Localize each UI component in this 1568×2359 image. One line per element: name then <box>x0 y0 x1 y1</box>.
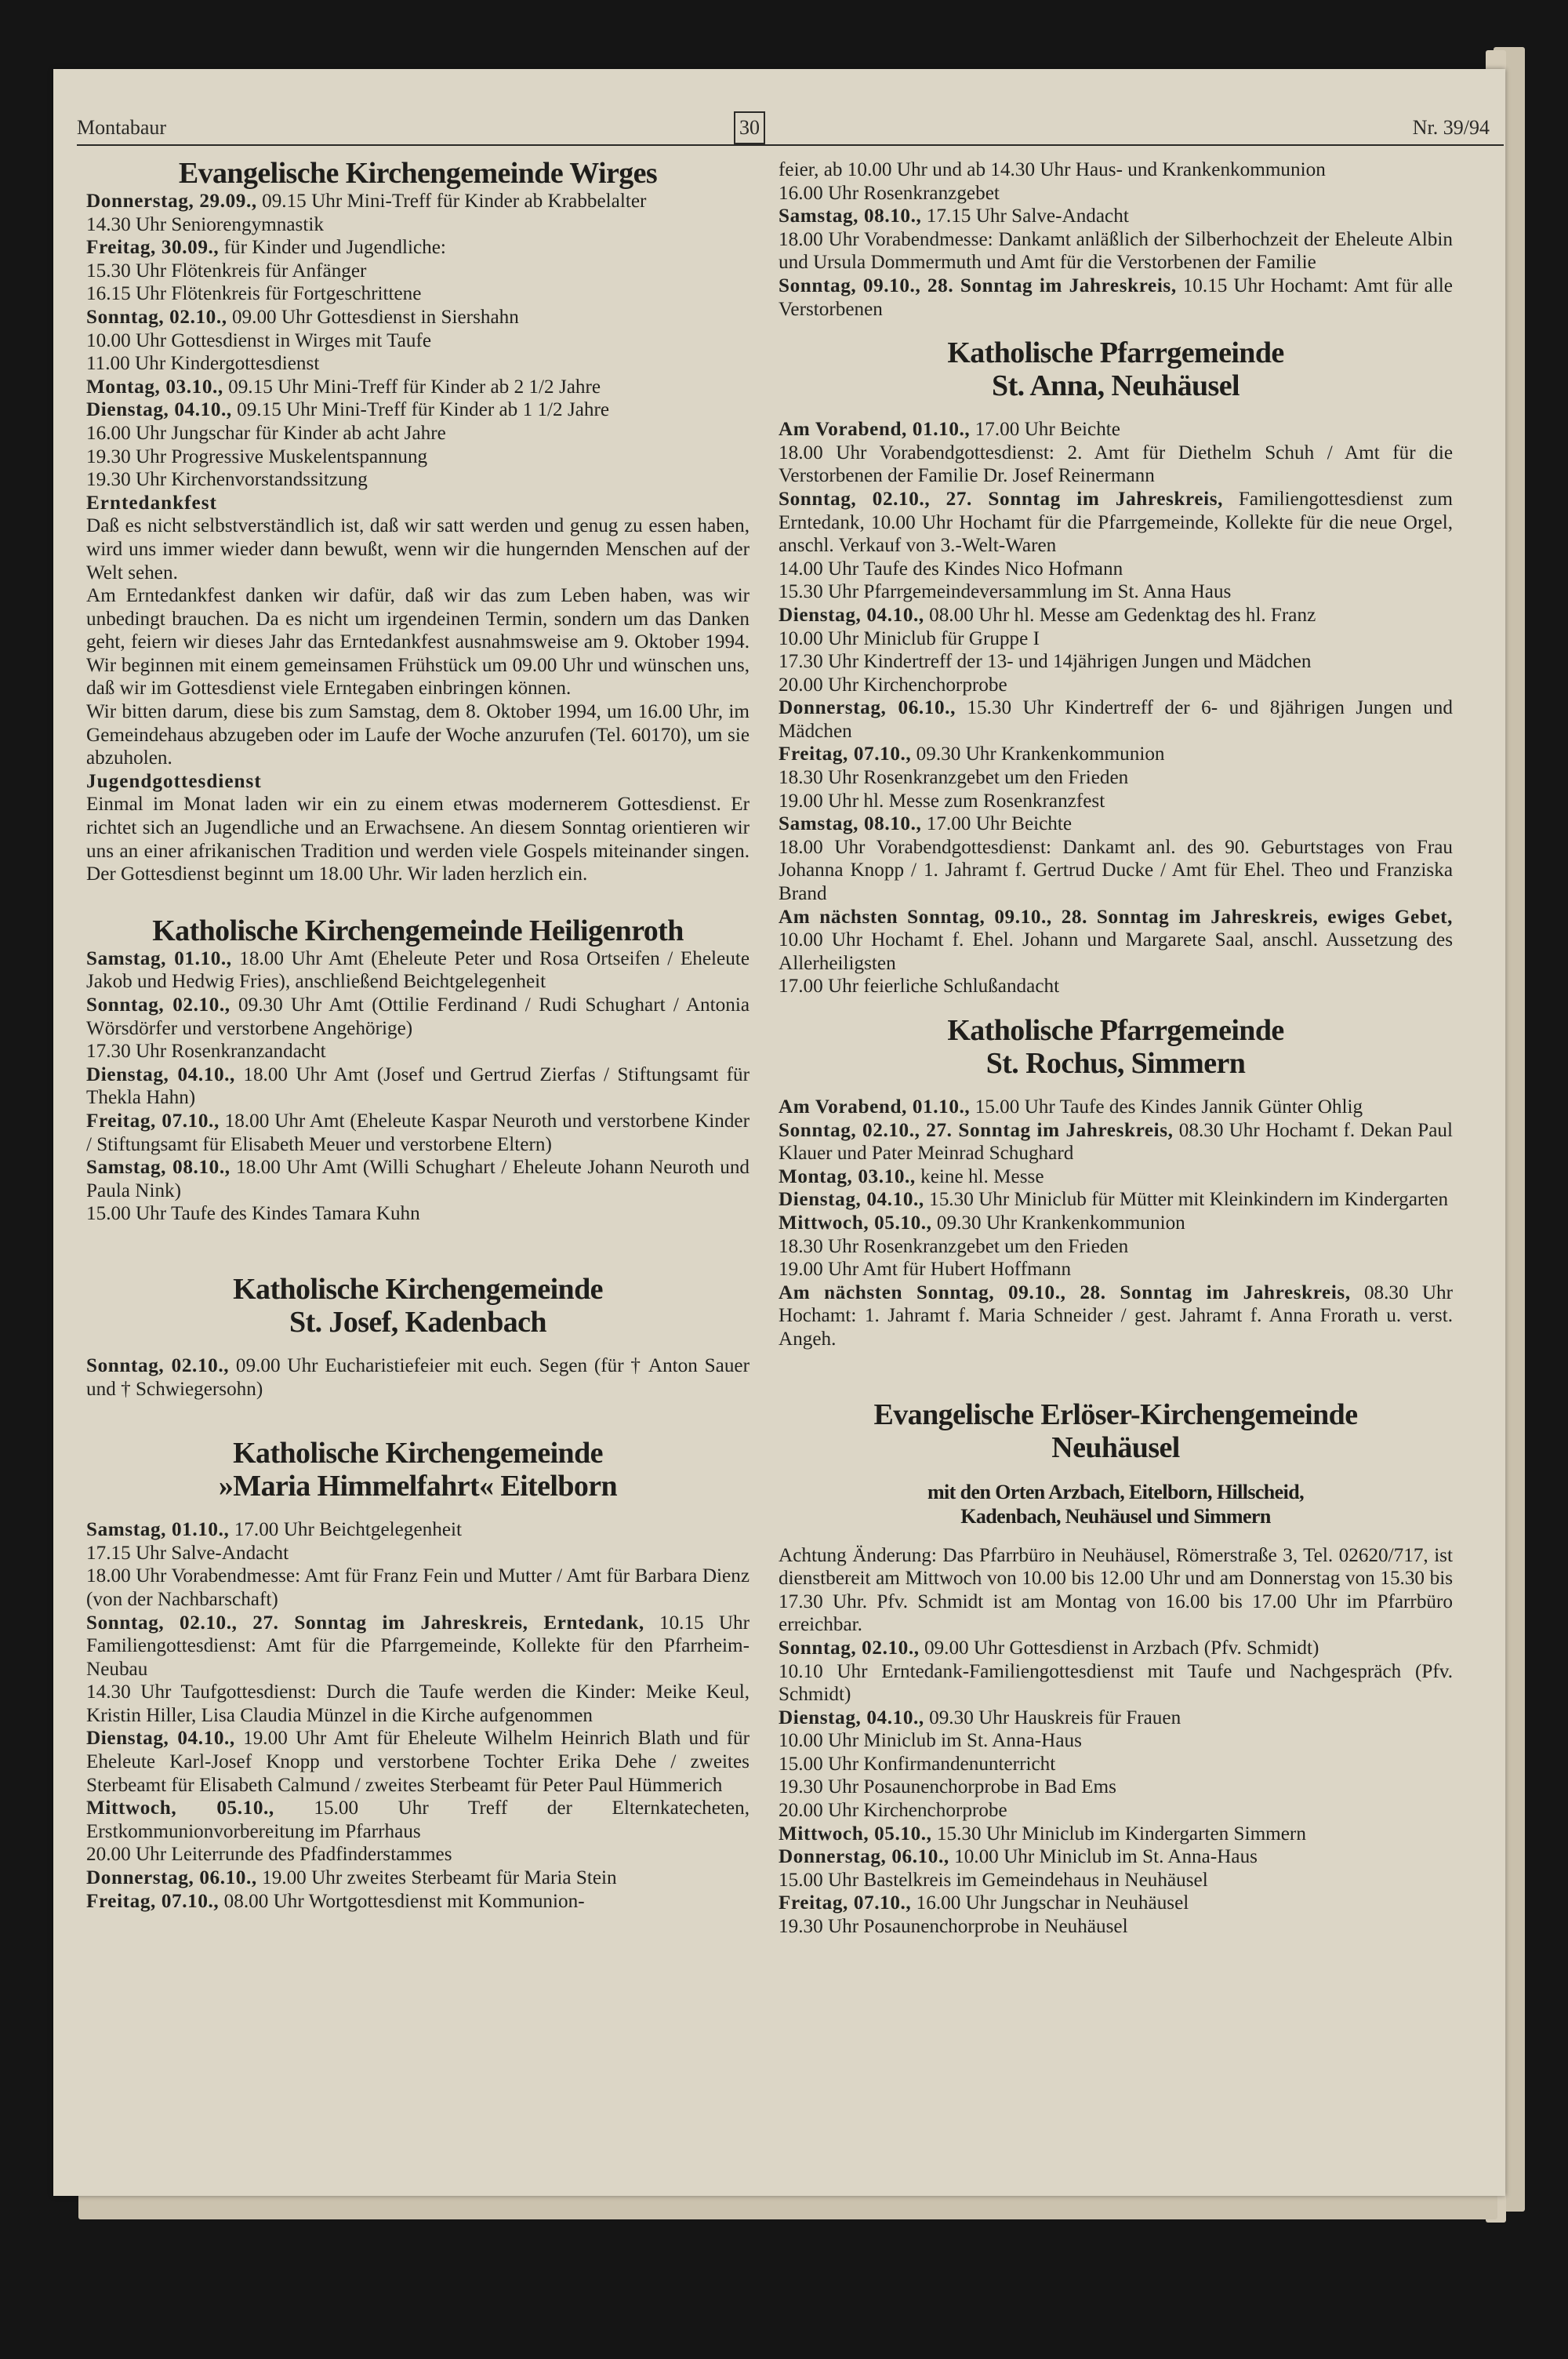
entry-text: 10.00 Uhr Hochamt f. Ehel. Johann und Margarete Saal, anschl. Aussetzung des Allerheiligsten <box>779 929 1453 974</box>
section-title-line2: St. Anna, Neuhäusel <box>992 369 1240 403</box>
section-title-line2: St. Josef, Kadenbach <box>289 1305 546 1339</box>
header-rule <box>77 144 1504 146</box>
entry-text: 16.15 Uhr Flötenkreis für Fortgeschrittene <box>86 283 422 305</box>
entry-text: 15.30 Uhr Pfarrgemeindeversammlung im St. Anna Haus <box>779 581 1232 603</box>
event-entry <box>86 1354 750 1401</box>
entry-text: 10.15 Uhr Hochamt: Amt für alle Verstorbenen <box>779 274 1453 320</box>
entry-text: 16.00 Uhr Rosenkranzgebet <box>779 182 1000 204</box>
event-list <box>86 1518 750 1913</box>
entry-date: Sonntag, 02.10., 27. Sonntag im Jahreskreis, <box>779 488 1224 510</box>
entry-text: 19.00 Uhr zweites Sterbeamt für Maria Stein <box>256 1867 617 1889</box>
entry-date: Dienstag, 04.10., <box>779 1189 924 1211</box>
entry-text: feier, ab 10.00 Uhr und ab 14.30 Uhr Haus- und Krankenkommunion <box>779 159 1326 180</box>
event-list <box>779 1544 1453 1939</box>
entry-date: Sonntag, 02.10., <box>86 1354 230 1376</box>
event-entry <box>86 1681 750 1727</box>
entry-text: 18.30 Uhr Rosenkranzgebet um den Frieden <box>779 767 1129 789</box>
entry-text: 10.00 Uhr Miniclub im St. Anna-Haus <box>779 1730 1082 1752</box>
entry-text: 09.00 Uhr Gottesdienst in Siershahn <box>227 306 519 328</box>
entry-date: Freitag, 07.10., <box>779 1892 912 1914</box>
entry-text: 17.30 Uhr Rosenkranzandacht <box>86 1041 326 1063</box>
event-entry <box>779 1660 1453 1707</box>
entry-text: 18.00 Uhr Vorabendmesse: Dankamt anläßlich der Silberhochzeit der Eheleute Albin und Ursula Dommermuth und Amt für die Verstorbenen der Familie <box>779 228 1453 274</box>
section-title: Katholische Pfarrgemeinde <box>947 1014 1284 1047</box>
entry-text: 08.00 Uhr hl. Messe am Gedenktag des hl. Franz <box>924 604 1316 626</box>
entry-text: 15.00 Uhr Konfirmandenunterricht <box>779 1753 1056 1775</box>
entry-text: 20.00 Uhr Kirchenchorprobe <box>779 674 1007 696</box>
section-title-line2: Neuhäusel <box>1051 1430 1180 1464</box>
event-entry <box>779 442 1453 488</box>
event-entry <box>86 1890 750 1914</box>
entry-text: Achtung Änderung: Das Pfarrbüro in Neuhäusel, Römerstraße 3, Tel. 02620/717, ist dienstbereit am Mittwoch von 10.00 bis 12.00 Uhr und am Donnerstag von 15.30 bis 17.30 Uhr. Pfv. Schmidt ist am Montag von 16.00 bis 17.00 Uhr im Pfarrbüro erreichbar. <box>779 1544 1453 1636</box>
entry-text: 09.15 Uhr Mini-Treff für Kinder ab Krabbelalter <box>256 191 647 212</box>
event-entry <box>779 1753 1453 1776</box>
entry-date: Dienstag, 04.10., <box>86 399 232 421</box>
section-subtitle: Kadenbach, Neuhäusel und Simmern <box>960 1504 1271 1528</box>
paragraph: Einmal im Monat laden wir ein zu einem etwas modernerem Gottesdienst. Er richtet sich an Jugendliche und an Erwachsene. An diesem Sonntag orientieren wir uns an einer afrikanischen Tradition und werden viele Gospels miteinander singen. Der Gottesdienst beginnt um 18.00 Uhr. Wir laden herzlich ein. <box>86 794 750 885</box>
event-entry <box>779 1258 1453 1281</box>
entry-text: 17.00 Uhr Beichte <box>970 419 1120 441</box>
event-entry <box>86 376 750 399</box>
entry-text: 18.00 Uhr Vorabendmesse: Amt für Franz Fein und Mutter / Amt für Barbara Dienz (von der Nachbarschaft) <box>86 1565 750 1610</box>
entry-text: 10.00 Uhr Gottesdienst in Wirges mit Taufe <box>86 329 432 351</box>
event-entry <box>86 1040 750 1063</box>
entry-text: 19.00 Uhr Amt für Eheleute Wilhelm Heinrich Blath und für Eheleute Karl-Josef Knopp und verstorbene Tochter Erika Dehe / zweites Sterbeamt für Elisabeth Calmund / zweites Sterbeamt für Peter Paul Hümmerich <box>86 1728 750 1796</box>
entry-text: 15.00 Uhr Bastelkreis im Gemeindehaus in Neuhäusel <box>779 1869 1208 1891</box>
event-entry <box>779 1188 1453 1212</box>
event-entry <box>779 650 1453 674</box>
entry-text: 18.00 Uhr Vorabendgottesdienst: 2. Amt für Diethelm Schuh / Amt für die Verstorbenen der Familie Dr. Josef Reinermann <box>779 442 1453 487</box>
event-entry <box>779 1707 1453 1730</box>
entry-text: 14.30 Uhr Taufgottesdienst: Durch die Taufe werden die Kinder: Meike Keul, Kristin Hiller, Lisa Claudia Münzel in die Kirche aufgenommen <box>86 1681 750 1726</box>
event-entry <box>779 906 1453 976</box>
event-entry <box>86 190 750 213</box>
entry-date: Samstag, 01.10., <box>86 1519 230 1541</box>
entry-date: Freitag, 07.10., <box>779 743 912 765</box>
event-entry <box>779 1235 1453 1259</box>
event-entry <box>779 205 1453 228</box>
right-column <box>779 158 1453 1939</box>
event-entry <box>779 1637 1453 1660</box>
running-head-place: Montabaur <box>77 116 167 139</box>
event-entry <box>779 674 1453 697</box>
entry-text: für Kinder und Jugendliche: <box>219 237 446 259</box>
entry-text: 10.00 Uhr Miniclub für Gruppe I <box>779 627 1040 649</box>
entry-date: Donnerstag, 06.10., <box>779 1846 949 1868</box>
entry-text: 17.15 Uhr Salve-Andacht <box>86 1542 289 1564</box>
event-entry <box>779 975 1453 998</box>
event-entry <box>86 445 750 469</box>
event-entry <box>86 306 750 329</box>
event-entry <box>779 1544 1453 1637</box>
entry-text: 15.00 Uhr Taufe des Kindes Tamara Kuhn <box>86 1203 420 1225</box>
event-entry <box>779 1776 1453 1799</box>
entry-text: 15.00 Uhr Taufe des Kindes Jannik Günter Ohlig <box>970 1096 1363 1118</box>
event-list <box>86 947 750 1226</box>
event-entry <box>86 282 750 306</box>
event-entry <box>779 1212 1453 1235</box>
entry-text: 09.00 Uhr Gottesdienst in Arzbach (Pfv. Schmidt) <box>919 1637 1319 1659</box>
entry-date: Am Vorabend, 01.10., <box>779 1096 971 1118</box>
entry-date: Donnerstag, 06.10., <box>86 1867 257 1889</box>
entry-text: 10.00 Uhr Miniclub im St. Anna-Haus <box>949 1846 1258 1868</box>
event-entry <box>86 329 750 353</box>
entry-date: Mittwoch, 05.10., <box>86 1797 274 1819</box>
entry-text: 09.30 Uhr Hauskreis für Frauen <box>924 1707 1181 1728</box>
entry-date: Dienstag, 04.10., <box>779 604 924 626</box>
section-title: Katholische Kirchengemeinde Heiligenroth <box>152 914 684 947</box>
entry-text: 18.00 Uhr Amt (Eheleute Kaspar Neuroth und verstorbene Kinder / Stiftungsamt für Elisabeth Meuer und verstorbene Eltern) <box>86 1110 750 1155</box>
entry-text: 15.30 Uhr Kindertreff der 6- und 8jährigen Jungen und Mädchen <box>779 697 1453 742</box>
event-entry <box>779 228 1453 274</box>
issue-number: Nr. 39/94 <box>1412 116 1490 139</box>
event-entry <box>779 627 1453 651</box>
event-entry <box>86 236 750 260</box>
event-entry <box>779 790 1453 813</box>
entry-date: Freitag, 07.10., <box>86 1890 220 1912</box>
event-entry <box>779 418 1453 442</box>
event-entry <box>779 1892 1453 1915</box>
entry-date: Sonntag, 02.10., 27. Sonntag im Jahreskreis, Erntedank, <box>86 1612 644 1634</box>
event-entry <box>86 398 750 422</box>
entry-text: 18.00 Uhr Amt (Willi Schughart / Eheleute Johann Neuroth und Paula Nink) <box>86 1157 750 1201</box>
entry-date: Sonntag, 02.10., <box>86 306 227 328</box>
event-entry <box>779 1096 1453 1119</box>
entry-text: 15.00 Uhr Treff der Elternkatecheten, Erstkommunionvorbereitung im Pfarrhaus <box>86 1797 750 1842</box>
entry-text: 18.00 Uhr Vorabendgottesdienst: Dankamt anl. des 90. Geburtstages von Frau Johanna Knopp / 1. Jahramt f. Gertrud Ducke / Amt für Ehel. Theo und Franziska Brand <box>779 836 1453 905</box>
event-entry <box>779 488 1453 558</box>
section-title: Katholische Pfarrgemeinde <box>947 336 1284 370</box>
event-entry <box>779 1915 1453 1939</box>
page-number: 30 <box>734 111 765 144</box>
entry-text: 17.00 Uhr feierliche Schlußandacht <box>779 976 1060 998</box>
left-column <box>86 157 750 1913</box>
entry-text: 08.30 Uhr Hochamt: 1. Jahramt f. Maria Schneider / gest. Jahramt f. Anna Frorath u. verst. Angeh. <box>779 1281 1453 1350</box>
entry-date: Sonntag, 02.10., 27. Sonntag im Jahreskreis, <box>779 1119 1174 1141</box>
event-entry <box>86 1797 750 1843</box>
entry-date: Montag, 03.10., <box>779 1165 916 1187</box>
event-entry <box>779 182 1453 205</box>
entry-text: 15.30 Uhr Miniclub im Kindergarten Simmern <box>931 1823 1306 1845</box>
entry-date: Dienstag, 04.10., <box>779 1707 924 1728</box>
event-entry <box>86 260 750 283</box>
event-list <box>86 1354 750 1401</box>
event-list <box>779 158 1453 321</box>
entry-text: 18.00 Uhr Amt (Josef und Gertrud Zierfas / Stiftungsamt für Thekla Hahn) <box>86 1063 750 1109</box>
entry-date: Samstag, 08.10., <box>86 1157 230 1179</box>
event-entry <box>86 1866 750 1890</box>
event-entry <box>779 1799 1453 1823</box>
entry-text: 18.00 Uhr Amt (Eheleute Peter und Rosa Ortseifen / Eheleute Jakob und Hedwig Fries), anschließend Beichtgelegenheit <box>86 947 750 993</box>
entry-text: 16.00 Uhr Jungschar in Neuhäusel <box>911 1892 1189 1914</box>
entry-date: Mittwoch, 05.10., <box>779 1823 932 1845</box>
entry-date: Dienstag, 04.10., <box>86 1728 235 1750</box>
event-entry <box>779 1119 1453 1165</box>
entry-text: 19.00 Uhr Amt für Hubert Hoffmann <box>779 1259 1072 1281</box>
entry-text: Familiengottesdienst zum Erntedank, 10.00 Uhr Hochamt für die Pfarrgemeinde, Kollekte für die neue Orgel, anschl. Verkauf von 3.-Welt-Waren <box>779 488 1453 557</box>
section-title: Katholische Kirchengemeinde <box>233 1272 603 1306</box>
entry-date: Sonntag, 02.10., <box>86 994 230 1016</box>
event-entry <box>779 1729 1453 1753</box>
event-entry <box>86 1202 750 1226</box>
entry-text: 19.30 Uhr Kirchenvorstandssitzung <box>86 469 368 491</box>
entry-text: 17.00 Uhr Beichte <box>921 813 1073 835</box>
event-entry <box>779 158 1453 182</box>
event-entry <box>86 1063 750 1110</box>
entry-text: 09.15 Uhr Mini-Treff für Kinder ab 1 1/2 Jahre <box>231 399 610 421</box>
entry-text: 19.30 Uhr Posaunenchorprobe in Neuhäusel <box>779 1916 1128 1938</box>
event-entry <box>86 352 750 376</box>
event-entry <box>779 604 1453 627</box>
section-title-line2: St. Rochus, Simmern <box>985 1047 1246 1080</box>
entry-text: 17.00 Uhr Beichtgelegenheit <box>229 1519 462 1541</box>
entry-text: 08.30 Uhr Hochamt f. Dekan Paul Klauer und Pater Meinrad Schughard <box>779 1119 1453 1165</box>
entry-date: Am nächsten Sonntag, 09.10., 28. Sonntag im Jahreskreis, <box>779 1281 1351 1303</box>
event-entry <box>86 213 750 237</box>
event-entry <box>86 994 750 1040</box>
entry-text: 19.00 Uhr hl. Messe zum Rosenkranzfest <box>779 790 1105 812</box>
event-list <box>86 190 750 492</box>
section-title: Evangelische Kirchengemeinde Wirges <box>178 157 658 190</box>
section-title: Katholische Kirchengemeinde <box>233 1437 603 1470</box>
event-entry <box>779 1845 1453 1869</box>
event-entry <box>86 1843 750 1866</box>
entry-date: Am Vorabend, 01.10., <box>779 419 971 441</box>
event-entry <box>779 836 1453 906</box>
entry-text: 08.00 Uhr Wortgottesdienst mit Kommunion- <box>219 1890 585 1912</box>
entry-text: 20.00 Uhr Leiterrunde des Pfadfinderstammes <box>86 1844 452 1866</box>
entry-text: 10.10 Uhr Erntedank-Familiengottesdienst mit Taufe und Nachgespräch (Pfv. Schmidt) <box>779 1660 1453 1706</box>
section-title-line2: »Maria Himmelfahrt« Eitelborn <box>218 1470 618 1503</box>
event-entry <box>86 1156 750 1202</box>
entry-text: 19.30 Uhr Progressive Muskelentspannung <box>86 445 428 467</box>
event-entry <box>86 422 750 445</box>
entry-text: 09.15 Uhr Mini-Treff für Kinder ab 2 1/2 Jahre <box>223 376 601 398</box>
entry-date: Samstag, 01.10., <box>86 947 232 969</box>
event-entry <box>779 743 1453 766</box>
entry-date: Donnerstag, 06.10., <box>779 697 956 719</box>
entry-text: 09.30 Uhr Amt (Ottilie Ferdinand / Rudi Schughart / Antonia Wörsdörfer und verstorbene Angehörige) <box>86 994 750 1039</box>
event-entry <box>779 812 1453 836</box>
event-entry <box>86 1727 750 1797</box>
event-entry <box>86 1518 750 1542</box>
paragraph: Wir bitten darum, diese bis zum Samstag, dem 8. Oktober 1994, um 16.00 Uhr, im Gemeindehaus abzugeben oder im Laufe der Woche anzurufen (Tel. 60170), um sie abzuholen. <box>86 701 750 769</box>
entry-date: Freitag, 07.10., <box>86 1110 220 1132</box>
event-entry <box>86 1110 750 1156</box>
entry-text: 09.30 Uhr Krankenkommunion <box>911 743 1165 765</box>
event-entry <box>779 766 1453 790</box>
entry-date: Montag, 03.10., <box>86 376 223 398</box>
entry-text: 15.30 Uhr Miniclub für Mütter mit Kleinkindern im Kindergarten <box>924 1189 1449 1211</box>
event-entry <box>779 580 1453 604</box>
entry-date: Sonntag, 02.10., <box>779 1637 920 1659</box>
entry-text: keine hl. Messe <box>915 1165 1044 1187</box>
event-entry <box>779 696 1453 743</box>
event-entry <box>779 1281 1453 1351</box>
entry-text: 14.30 Uhr Seniorengymnastik <box>86 213 324 235</box>
subheading: Erntedankfest <box>86 492 217 514</box>
entry-date: Dienstag, 04.10., <box>86 1063 235 1085</box>
entry-date: Sonntag, 09.10., 28. Sonntag im Jahreskreis, <box>779 274 1177 296</box>
entry-date: Freitag, 30.09., <box>86 237 220 259</box>
event-entry <box>779 1165 1453 1189</box>
entry-date: Samstag, 08.10., <box>779 813 922 835</box>
event-entry <box>779 274 1453 321</box>
entry-text: 09.00 Uhr Eucharistiefeier mit euch. Segen (für † Anton Sauer und † Schwiegersohn) <box>86 1354 750 1400</box>
section-subtitle: mit den Orten Arzbach, Eitelborn, Hillscheid, <box>927 1480 1304 1503</box>
event-entry <box>86 1542 750 1565</box>
entry-date: Am nächsten Sonntag, 09.10., 28. Sonntag im Jahreskreis, ewiges Gebet, <box>779 906 1453 928</box>
entry-text: 17.30 Uhr Kindertreff der 13- und 14jährigen Jungen und Mädchen <box>779 651 1312 673</box>
section-title: Evangelische Erlöser-Kirchengemeinde <box>873 1398 1358 1431</box>
event-entry <box>779 1823 1453 1846</box>
entry-date: Donnerstag, 29.09., <box>86 191 257 212</box>
entry-text: 09.30 Uhr Krankenkommunion <box>931 1212 1185 1234</box>
entry-text: 18.30 Uhr Rosenkranzgebet um den Frieden <box>779 1235 1129 1257</box>
entry-text: 20.00 Uhr Kirchenchorprobe <box>779 1800 1007 1822</box>
entry-text: 17.15 Uhr Salve-Andacht <box>921 205 1129 227</box>
event-entry <box>779 558 1453 581</box>
entry-text: 14.00 Uhr Taufe des Kindes Nico Hofmann <box>779 558 1123 580</box>
newspaper-page <box>53 69 1505 2196</box>
event-entry <box>86 947 750 994</box>
entry-date: Samstag, 08.10., <box>779 205 922 227</box>
event-entry <box>86 1565 750 1611</box>
entry-text: 11.00 Uhr Kindergottesdienst <box>86 353 320 375</box>
subheading: Jugendgottesdienst <box>86 770 262 792</box>
entry-text: 15.30 Uhr Flötenkreis für Anfänger <box>86 260 367 282</box>
entry-text: 10.15 Uhr Familiengottesdienst: Amt für die Pfarrgemeinde, Kollekte für den Pfarrheim-Neubau <box>86 1612 750 1680</box>
event-list <box>779 418 1453 998</box>
paragraph: Am Erntedankfest danken wir dafür, daß wir das zum Leben haben, was wir unbedingt brauchen. Da es nicht um irgendeinen Termin, sondern um das Danken geht, feiern wir dieses Jahr das Erntedankfest ausnahmsweise am 9. Oktober 1994. Wir beginnen mit einem gemeinsamen Frühstück um 09.00 Uhr und wünschen uns, daß wir im Gottesdienst viele Erntegaben einbringen können. <box>86 585 750 700</box>
paragraph: Daß es nicht selbstverständlich ist, daß wir satt werden und genug zu essen haben, wird uns immer wieder dann bewußt, wenn wir die hungernden Menschen auf der Welt sehen. <box>86 515 750 583</box>
event-list <box>779 1096 1453 1351</box>
event-entry <box>86 468 750 492</box>
event-entry <box>86 1612 750 1681</box>
entry-text: 16.00 Uhr Jungschar für Kinder ab acht Jahre <box>86 422 446 444</box>
entry-text: 19.30 Uhr Posaunenchorprobe in Bad Ems <box>779 1776 1116 1798</box>
entry-date: Mittwoch, 05.10., <box>779 1212 932 1234</box>
event-entry <box>779 1869 1453 1892</box>
